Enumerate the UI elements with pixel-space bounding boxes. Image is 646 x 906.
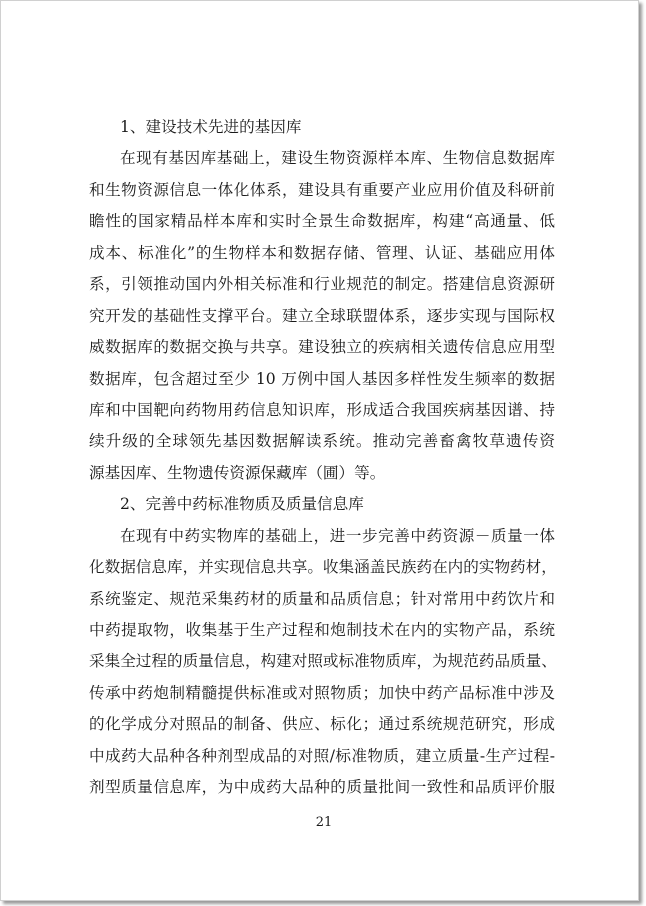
page-number: 21 bbox=[315, 815, 333, 830]
paragraph-line: 续升级的全球领先基因数据解读系统。推动完善畜禽牧草遗传资 bbox=[89, 432, 555, 451]
paragraph-line: 系，引领推动国内外相关标准和行业规范的制定。搭建信息资源研 bbox=[89, 275, 555, 294]
paragraph-line: 的化学成分对照品的制备、供应、标化；通过系统规范研究，形成 bbox=[89, 715, 555, 734]
paragraph-line: 系统鉴定、规范采集药材的质量和品质信息；针对常用中药饮片和 bbox=[89, 589, 555, 608]
paragraph-line: 瞻性的国家精品样本库和实时全景生命数据库，构建“高通量、低 bbox=[89, 212, 555, 231]
paragraph-line: 在现有中药实物库的基础上，进一步完善中药资源－质量一体 bbox=[120, 526, 555, 545]
paragraph-line: 中药提取物，收集基于生产过程和炮制技术在内的实物产品，系统 bbox=[89, 621, 555, 639]
paragraph-line: 传承中药炮制精髓提供标准或对照物质；加快中药产品标准中涉及 bbox=[89, 683, 555, 702]
section-heading-1: 1、建设技术先进的基因库 bbox=[120, 118, 302, 136]
paragraph-line: 剂型质量信息库，为中成药大品种的质量批间一致性和品质评价服 bbox=[89, 778, 555, 797]
paragraph-line: 究开发的基础性支撑平台。建立全球联盟体系，逐步实现与国际权 bbox=[89, 306, 555, 325]
paragraph-line: 在现有基因库基础上，建设生物资源样本库、生物信息数据库 bbox=[120, 149, 555, 168]
paragraph-line: 化数据信息库，并实现信息共享。收集涵盖民族药在内的实物药材， bbox=[89, 558, 557, 577]
page-body bbox=[89, 112, 555, 804]
paragraph-line: 采集全过程的质量信息，构建对照或标准物质库，为规范药品质量、 bbox=[89, 652, 557, 671]
paragraph-line: 威数据库的数据交换与共享。建设独立的疾病相关遗传信息应用型 bbox=[89, 338, 555, 357]
paragraph-line: 中成药大品种各种剂型成品的对照/标准物质，建立质量-生产过程- bbox=[89, 746, 555, 765]
paragraph-line: 源基因库、生物遗传资源保藏库（圃）等。 bbox=[89, 463, 386, 482]
paragraph-line: 库和中国靶向药物用药信息知识库，形成适合我国疾病基因谱、持 bbox=[89, 400, 555, 419]
section-heading-2: 2、完善中药标准物质及质量信息库 bbox=[120, 495, 364, 514]
paragraph-line: 和生物资源信息一体化体系，建设具有重要产业应用价值及科研前 bbox=[89, 180, 555, 199]
paragraph-line: 数据库，包含超过至少 10 万例中国人基因多样性发生频率的数据 bbox=[89, 369, 555, 388]
paragraph-line: 成本、标准化”的生物样本和数据存储、管理、认证、基础应用体 bbox=[89, 243, 555, 262]
